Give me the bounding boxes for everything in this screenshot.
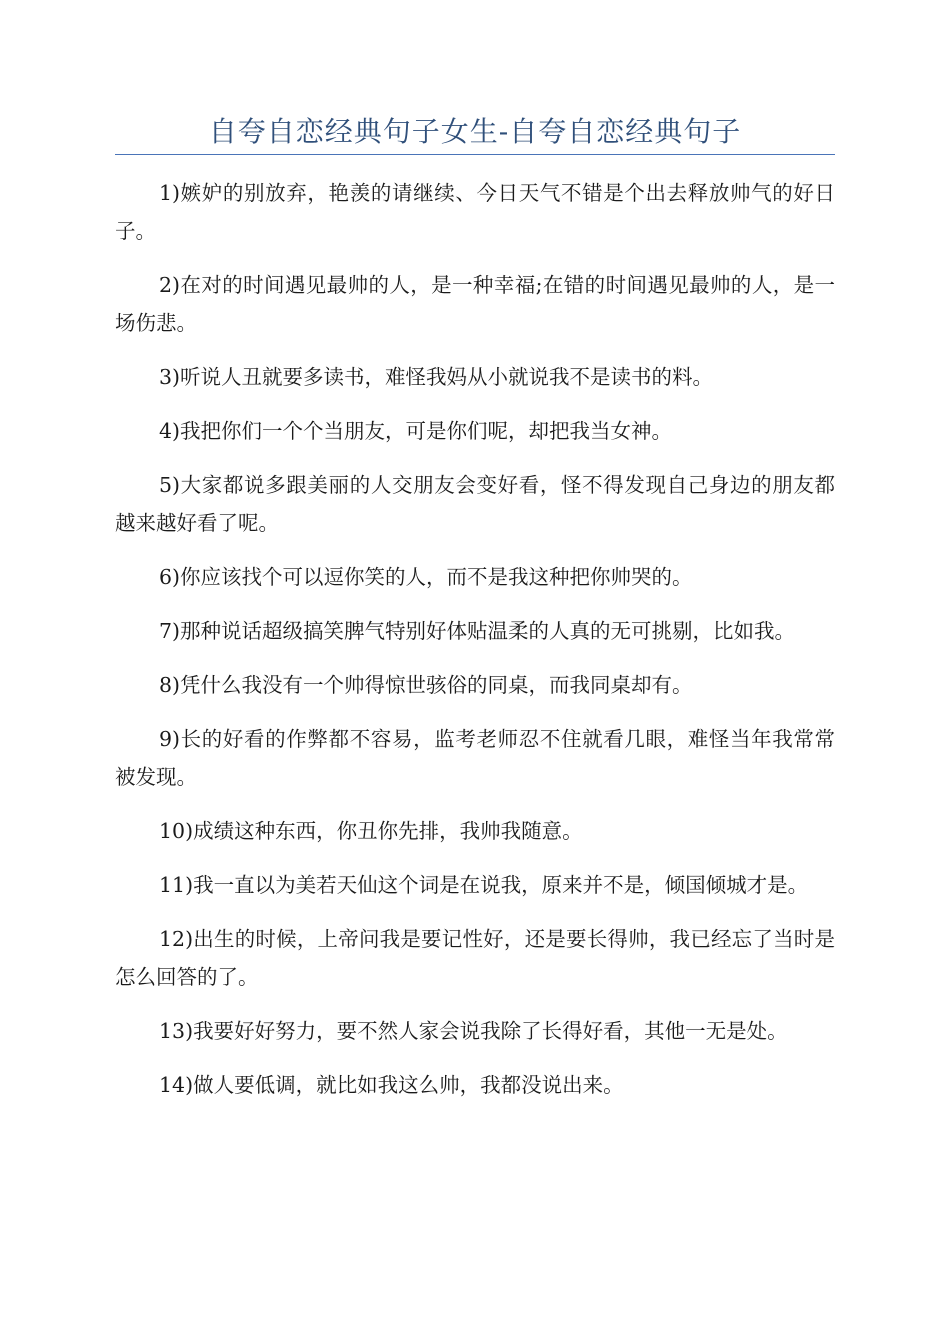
paragraph-2: 2)在对的时间遇见最帅的人，是一种幸福;在错的时间遇见最帅的人，是一场伤悲。 [115,273,835,335]
document-body [115,174,835,1120]
document-title: 自夸自恋经典句子女生-自夸自恋经典句子 [208,115,742,148]
paragraph-3: 3)听说人丑就要多读书，难怪我妈从小就说我不是读书的料。 [159,365,714,389]
paragraph-8: 8)凭什么我没有一个帅得惊世骇俗的同桌，而我同桌却有。 [159,673,693,697]
paragraph-4: 4)我把你们一个个当朋友，可是你们呢，却把我当女神。 [159,419,673,443]
paragraph-10: 10)成绩这种东西，你丑你先排，我帅我随意。 [159,819,583,843]
paragraph-6: 6)你应该找个可以逗你笑的人，而不是我这种把你帅哭的。 [159,565,693,589]
title-underline [115,154,835,155]
paragraph-7: 7)那种说话超级搞笑脾气特别好体贴温柔的人真的无可挑剔，比如我。 [159,619,796,643]
paragraph-13: 13)我要好好努力，要不然人家会说我除了长得好看，其他一无是处。 [159,1019,788,1043]
paragraph-11: 11)我一直以为美若天仙这个词是在说我，原来并不是，倾国倾城才是。 [159,873,809,897]
paragraph-12: 12)出生的时候，上帝问我是要记性好，还是要长得帅，我已经忘了当时是怎么回答的了。 [115,927,835,989]
paragraph-14: 14)做人要低调，就比如我这么帅，我都没说出来。 [159,1073,624,1097]
paragraph-9: 9)长的好看的作弊都不容易，监考老师忍不住就看几眼，难怪当年我常常被发现。 [115,727,835,789]
paragraph-5: 5)大家都说多跟美丽的人交朋友会变好看，怪不得发现自己身边的朋友都越来越好看了呢。 [115,473,835,535]
paragraph-1: 1)嫉妒的别放弃，艳羡的请继续、今日天气不错是个出去释放帅气的好日子。 [115,181,835,243]
